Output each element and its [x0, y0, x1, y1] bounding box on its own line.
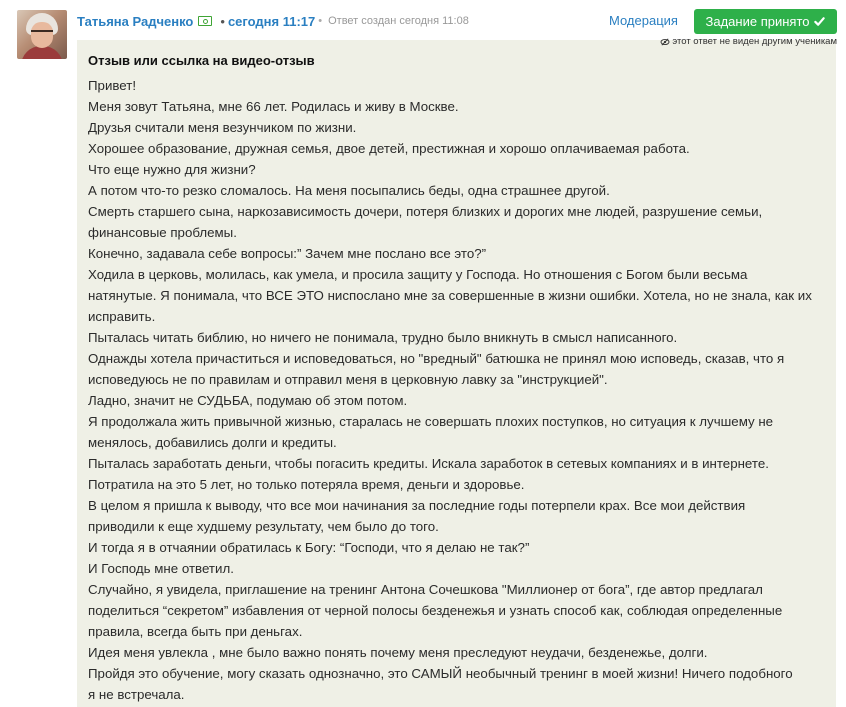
answer-header: [77, 11, 469, 31]
answer-line: Ходила в церковь, молилась, как умела, и просила защиту у Господа. Но отношения с Богом были весьма: [88, 267, 748, 282]
eye-slash-icon: [660, 38, 670, 46]
answer-line: А потом что-то резко сломалось. На меня посыпались беды, одна страшнее другой.: [88, 183, 610, 198]
avatar[interactable]: [17, 10, 67, 59]
answer-line: менялось, добавились долги и кредиты.: [88, 435, 337, 450]
answer-line: Случайно, я увидела, приглашение на тренинг Антона Сочешкова "Миллионер от бога”, где автор предлагал: [88, 582, 763, 597]
answer-line: Привет!: [88, 78, 137, 93]
moderation-link[interactable]: Модерация: [609, 13, 678, 28]
answer-line: исправить.: [88, 309, 156, 324]
answer-line: Однажды хотела причаститься и исповедоваться, но "вредный" батюшка не принял мою исповедь, сказав, что я: [88, 351, 785, 366]
answer-line: приводили к еще худшему результату, чем было до того.: [88, 519, 439, 534]
answer-line: я не встречала.: [88, 687, 185, 702]
answer-line: Ладно, значит не СУДЬБА, подумаю об этом потом.: [88, 393, 408, 408]
answer-content: [77, 40, 836, 707]
answer-line: Идея меня увлекла , мне было важно понять почему меня преследуют неудачи, безденежье, долги.: [88, 645, 708, 660]
answer-line: И тогда я в отчаянии обратилась к Богу: “Господи, что я делаю не так?”: [88, 540, 530, 555]
answer-line: поделиться “секретом” избавления от черной полосы безденежья и узнать способ как, соблюдая определенные: [88, 603, 783, 618]
author-name[interactable]: Татьяна Радченко: [77, 13, 194, 29]
answer-line: Хорошее образование, дружная семья, двое детей, престижная и хорошо оплачиваемая работа.: [88, 141, 690, 156]
answer-line: исповедуюсь не по правилам и отправил меня в церковную лавку за "инструкцией".: [88, 372, 608, 387]
answer-line: Друзья считали меня везунчиком по жизни.: [88, 120, 357, 135]
answer-line: Пыталась читать библию, но ничего не понимала, трудно было вникнуть в смысл написанного.: [88, 330, 678, 345]
answer-line: правила, всегда быть при деньгах.: [88, 624, 303, 639]
answer-line: Пройдя это обучение, могу сказать однозначно, это САМЫЙ необычный тренинг в моей жизни! Ничего подобного: [88, 666, 793, 681]
separator: •: [220, 13, 225, 29]
answer-title: Отзыв или ссылка на видео-отзыв: [88, 53, 315, 68]
answer-line: Я продолжала жить привычной жизнью, старалась не совершать плохих поступков, но ситуация к лучшему не: [88, 414, 774, 429]
check-icon: [814, 16, 825, 27]
answer-line: И Господь мне ответил.: [88, 561, 234, 576]
answer-line: Что еще нужно для жизни?: [88, 162, 256, 177]
answer-line: Конечно, задавала себе вопросы:” Зачем мне послано все это?”: [88, 246, 487, 261]
answer-line: Потратила на это 5 лет, но только потеряла время, деньги и здоровье.: [88, 477, 525, 492]
answer-line: натянутые. Я понимала, что ВСЕ ЭТО ниспослано мне за совершенные в жизни ошибки. Хотела, но не знала, как их: [88, 288, 812, 303]
answer-time[interactable]: сегодня 11:17: [227, 13, 316, 29]
answer-line: Меня зовут Татьяна, мне 66 лет. Родилась и живу в Москве.: [88, 99, 459, 114]
visibility-note: [660, 36, 837, 47]
answer-text: [88, 75, 826, 705]
answer-line: Смерть старшего сына, наркозависимость дочери, потеря близких и дорогих мне людей, разрушение семьи,: [88, 204, 763, 219]
created-time: Ответ создан сегодня 11:08: [328, 15, 469, 27]
task-accepted-button[interactable]: [694, 9, 837, 34]
money-icon: [198, 16, 212, 26]
answer-line: В целом я пришла к выводу, что все мои начинания за последние годы потерпели крах. Все мои действия: [88, 498, 746, 513]
separator: •: [318, 15, 323, 27]
visibility-note-text: этот ответ не виден другим ученикам: [672, 36, 837, 47]
answer-line: Пыталась заработать деньги, чтобы погасить кредиты. Искала заработок в сетевых компаниях и в интернете.: [88, 456, 769, 471]
answer-line: финансовые проблемы.: [88, 225, 237, 240]
task-accepted-label: Задание принято: [705, 14, 810, 29]
